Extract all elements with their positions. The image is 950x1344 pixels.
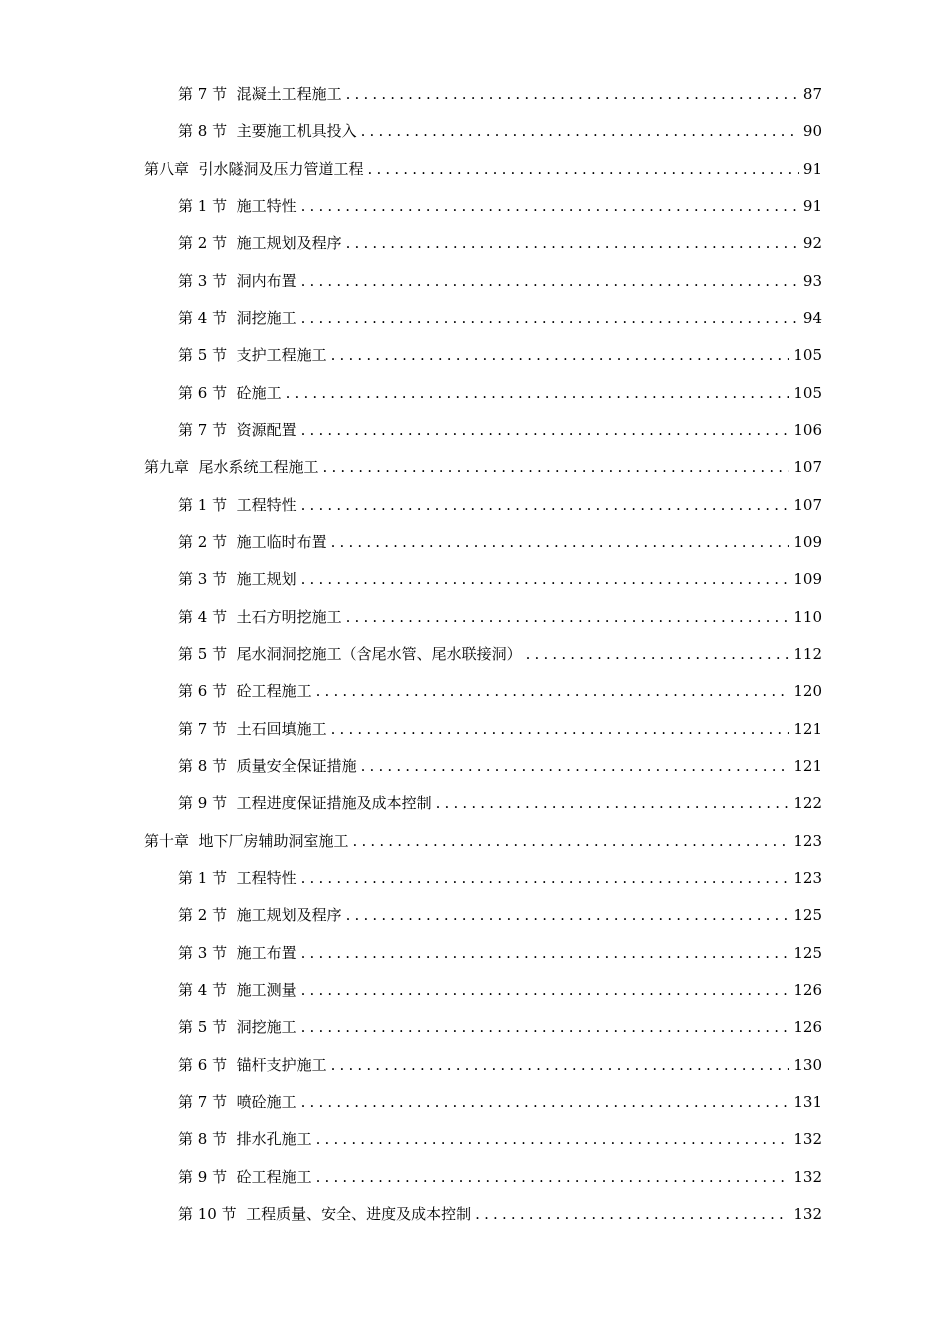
toc-entry-label-wrap: [0, 717, 327, 741]
toc-entry-label-wrap: [0, 754, 357, 778]
toc-entry-title: 第 8 节 排水孔施工: [178, 1130, 312, 1148]
toc-page-number: 130: [793, 1056, 822, 1074]
toc-entry-label-wrap: [0, 455, 319, 479]
toc-dot-leader: [331, 1053, 790, 1077]
toc-entry-label-wrap: [0, 866, 297, 890]
toc-page-number: 90: [802, 122, 822, 140]
toc-section-entry[interactable]: [0, 194, 950, 218]
toc-entry-title: 第 4 节 洞挖施工: [178, 309, 297, 327]
toc-page-number: 105: [793, 346, 822, 364]
toc-section-entry[interactable]: [0, 791, 950, 815]
toc-dot-leader: [436, 791, 790, 815]
toc-page-number: 126: [793, 1018, 822, 1036]
toc-page-wrap: [793, 1053, 950, 1077]
toc-entry-label-wrap: [0, 269, 297, 293]
toc-entry-label-wrap: [0, 493, 297, 517]
toc-entry-title: 第 1 节 施工特性: [178, 197, 297, 215]
toc-page-number: 87: [802, 85, 822, 103]
toc-dot-leader: [346, 231, 799, 255]
toc-entry-title: 第 9 节 砼工程施工: [178, 1168, 312, 1186]
toc-entry-label-wrap: [0, 418, 297, 442]
toc-entry-label-wrap: [0, 1090, 297, 1114]
toc-page-number: 105: [793, 384, 822, 402]
toc-page-wrap: [793, 679, 950, 703]
toc-dot-leader: [286, 381, 790, 405]
toc-dot-leader: [301, 418, 790, 442]
toc-section-entry[interactable]: [0, 903, 950, 927]
toc-entry-title: 第 6 节 锚杆支护施工: [178, 1056, 327, 1074]
toc-page-wrap: [793, 605, 950, 629]
toc-dot-leader: [346, 82, 799, 106]
toc-section-entry[interactable]: [0, 642, 950, 666]
toc-page-wrap: [793, 642, 950, 666]
toc-entry-label-wrap: [0, 605, 342, 629]
toc-page-wrap: [793, 1202, 950, 1226]
toc-dot-leader: [301, 941, 790, 965]
toc-dot-leader: [316, 679, 790, 703]
toc-entry-label-wrap: [0, 1015, 297, 1039]
toc-section-entry[interactable]: [0, 119, 950, 143]
toc-page-number: 121: [793, 720, 822, 738]
toc-entry-title: 第 7 节 混凝土工程施工: [178, 85, 342, 103]
toc-page-wrap: [793, 567, 950, 591]
toc-section-entry[interactable]: [0, 941, 950, 965]
toc-section-entry[interactable]: [0, 1202, 950, 1226]
toc-entry-title: 第 3 节 施工规划: [178, 570, 297, 588]
toc-page-wrap: [793, 1127, 950, 1151]
toc-page-wrap: [793, 381, 950, 405]
toc-entry-title: 第 5 节 尾水洞洞挖施工（含尾水管、尾水联接洞）: [178, 645, 522, 663]
toc-entry-title: 第 8 节 质量安全保证措施: [178, 757, 357, 775]
toc-page-number: 125: [793, 944, 822, 962]
toc-section-entry[interactable]: [0, 1090, 950, 1114]
toc-dot-leader: [361, 119, 799, 143]
toc-section-entry[interactable]: [0, 754, 950, 778]
toc-page-number: 126: [793, 981, 822, 999]
toc-entry-label-wrap: [0, 82, 342, 106]
toc-section-entry[interactable]: [0, 567, 950, 591]
toc-entry-title: 第 2 节 施工规划及程序: [178, 906, 342, 924]
toc-entry-label-wrap: [0, 381, 282, 405]
toc-dot-leader: [361, 754, 790, 778]
toc-dot-leader: [331, 717, 790, 741]
toc-page-wrap: [803, 269, 950, 293]
toc-entry-title: 第 7 节 喷砼施工: [178, 1093, 297, 1111]
toc-entry-title: 第 1 节 工程特性: [178, 869, 297, 887]
toc-entry-title: 第 10 节 工程质量、安全、进度及成本控制: [178, 1205, 472, 1223]
toc-page-wrap: [793, 455, 950, 479]
toc-dot-leader: [301, 1090, 790, 1114]
toc-page-wrap: [793, 866, 950, 890]
toc-entry-title: 第 2 节 施工临时布置: [178, 533, 327, 551]
toc-page-number: 91: [802, 160, 822, 178]
toc-entry-label-wrap: [0, 1127, 312, 1151]
toc-entry-title: 第 6 节 砼工程施工: [178, 682, 312, 700]
toc-dot-leader: [316, 1165, 790, 1189]
toc-entry-title: 第 2 节 施工规划及程序: [178, 234, 342, 252]
toc-page-number: 92: [802, 234, 822, 252]
toc-dot-leader: [346, 605, 790, 629]
toc-dot-leader: [331, 530, 790, 554]
toc-page-number: 112: [793, 645, 822, 663]
toc-entry-title: 第 3 节 洞内布置: [178, 272, 297, 290]
toc-page-number: 94: [802, 309, 822, 327]
toc-entry-label-wrap: [0, 1165, 312, 1189]
toc-page-number: 132: [793, 1168, 822, 1186]
toc-page-wrap: [803, 119, 950, 143]
toc-section-entry[interactable]: [0, 231, 950, 255]
toc-dot-leader: [475, 1202, 789, 1226]
toc-entry-title: 第八章 引水隧洞及压力管道工程: [144, 160, 364, 178]
toc-page-number: 122: [793, 794, 822, 812]
toc-page-wrap: [793, 418, 950, 442]
toc-entry-label-wrap: [0, 941, 297, 965]
toc-page-wrap: [803, 231, 950, 255]
toc-entry-label-wrap: [0, 567, 297, 591]
toc-entry-label-wrap: [0, 1202, 471, 1226]
toc-page-wrap: [803, 194, 950, 218]
toc-page-wrap: [803, 157, 950, 181]
toc-section-entry[interactable]: [0, 493, 950, 517]
toc-dot-leader: [301, 567, 790, 591]
toc-entry-title: 第 4 节 土石方明挖施工: [178, 608, 342, 626]
toc-page-number: 125: [793, 906, 822, 924]
toc-section-entry[interactable]: [0, 717, 950, 741]
toc-dot-leader: [301, 978, 790, 1002]
toc-section-entry[interactable]: [0, 269, 950, 293]
toc-entry-title: 第 3 节 施工布置: [178, 944, 297, 962]
toc-dot-leader: [526, 642, 790, 666]
toc-entry-label-wrap: [0, 791, 432, 815]
toc-section-entry[interactable]: [0, 1127, 950, 1151]
toc-page-number: 91: [802, 197, 822, 215]
toc-entry-title: 第 1 节 工程特性: [178, 496, 297, 514]
toc-entry-label-wrap: [0, 829, 349, 853]
toc-page-number: 107: [793, 496, 822, 514]
toc-chapter-entry[interactable]: [0, 829, 950, 853]
toc-entry-title: 第 5 节 洞挖施工: [178, 1018, 297, 1036]
toc-section-entry[interactable]: [0, 1165, 950, 1189]
toc-dot-leader: [301, 306, 799, 330]
toc-page-wrap: [793, 903, 950, 927]
toc-page-wrap: [793, 978, 950, 1002]
toc-page-wrap: [793, 829, 950, 853]
toc-page-wrap: [793, 754, 950, 778]
toc-entry-label-wrap: [0, 679, 312, 703]
toc-dot-leader: [331, 343, 790, 367]
toc-entry-label-wrap: [0, 231, 342, 255]
toc-entry-label-wrap: [0, 530, 327, 554]
toc-section-entry[interactable]: [0, 418, 950, 442]
toc-section-entry[interactable]: [0, 306, 950, 330]
toc-section-entry[interactable]: [0, 866, 950, 890]
toc-entry-title: 第 8 节 主要施工机具投入: [178, 122, 357, 140]
toc-page-number: 123: [793, 869, 822, 887]
toc-entry-title: 第 7 节 资源配置: [178, 421, 297, 439]
toc-section-entry[interactable]: [0, 1015, 950, 1039]
toc-page-wrap: [793, 1015, 950, 1039]
toc-entry-title: 第 6 节 砼施工: [178, 384, 282, 402]
toc-dot-leader: [301, 866, 790, 890]
toc-entry-label-wrap: [0, 306, 297, 330]
toc-entry-title: 第九章 尾水系统工程施工: [144, 458, 319, 476]
toc-section-entry[interactable]: [0, 343, 950, 367]
toc-page-number: 110: [793, 608, 822, 626]
toc-page-wrap: [803, 306, 950, 330]
toc-entry-label-wrap: [0, 119, 357, 143]
toc-entry-label-wrap: [0, 157, 364, 181]
toc-section-entry[interactable]: [0, 381, 950, 405]
toc-dot-leader: [346, 903, 790, 927]
toc-entry-title: 第 4 节 施工测量: [178, 981, 297, 999]
toc-entry-label-wrap: [0, 1053, 327, 1077]
toc-page-number: 123: [793, 832, 822, 850]
toc-entry-title: 第 9 节 工程进度保证措施及成本控制: [178, 794, 432, 812]
toc-dot-leader: [323, 455, 790, 479]
toc-entry-label-wrap: [0, 903, 342, 927]
toc-page-number: 109: [793, 533, 822, 551]
toc-page-wrap: [793, 717, 950, 741]
toc-entry-title: 第十章 地下厂房辅助洞室施工: [144, 832, 349, 850]
toc-entry-title: 第 7 节 土石回填施工: [178, 720, 327, 738]
toc-section-entry[interactable]: [0, 679, 950, 703]
toc-dot-leader: [301, 1015, 790, 1039]
toc-section-entry[interactable]: [0, 82, 950, 106]
toc-page-wrap: [793, 1165, 950, 1189]
toc-page-wrap: [793, 941, 950, 965]
toc-page-number: 107: [793, 458, 822, 476]
toc-page-wrap: [793, 1090, 950, 1114]
toc-section-entry[interactable]: [0, 978, 950, 1002]
toc-page-wrap: [793, 343, 950, 367]
toc-chapter-entry[interactable]: [0, 157, 950, 181]
toc-section-entry[interactable]: [0, 530, 950, 554]
toc-entry-label-wrap: [0, 343, 327, 367]
toc-page-number: 109: [793, 570, 822, 588]
toc-dot-leader: [301, 493, 790, 517]
toc-page-number: 132: [793, 1130, 822, 1148]
toc-page-wrap: [793, 791, 950, 815]
toc-page-number: 132: [793, 1205, 822, 1223]
toc-entry-label-wrap: [0, 642, 522, 666]
toc-section-entry[interactable]: [0, 605, 950, 629]
toc-entry-title: 第 5 节 支护工程施工: [178, 346, 327, 364]
toc-dot-leader: [301, 194, 799, 218]
toc-dot-leader: [368, 157, 799, 181]
toc-dot-leader: [301, 269, 799, 293]
toc-page-wrap: [793, 493, 950, 517]
toc-dot-leader: [316, 1127, 790, 1151]
toc-page-number: 106: [793, 421, 822, 439]
toc-page-number: 121: [793, 757, 822, 775]
toc-entry-label-wrap: [0, 194, 297, 218]
toc-page-number: 120: [793, 682, 822, 700]
toc-page-number: 131: [793, 1093, 822, 1111]
toc-section-entry[interactable]: [0, 1053, 950, 1077]
toc-page-wrap: [793, 530, 950, 554]
toc-entry-label-wrap: [0, 978, 297, 1002]
toc-chapter-entry[interactable]: [0, 455, 950, 479]
toc-page-number: 93: [802, 272, 822, 290]
toc-page-wrap: [803, 82, 950, 106]
toc-dot-leader: [353, 829, 790, 853]
